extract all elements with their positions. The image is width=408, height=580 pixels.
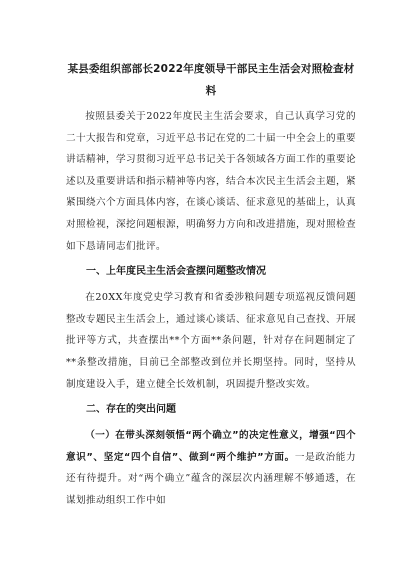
document-title: 某县委组织部部长2022年度领导干部民主生活会对照检查材料 [67,63,355,97]
section2-heading: 二、存在的突出问题 [86,404,176,416]
subsection1-paragraph [66,425,356,511]
subsection1-body: 一是政治能力还有待提升。对“两个确立”蕴含的深层次内涵理解不够通透，在谋划推动组织工作中如 [66,451,356,506]
intro-paragraph: 按照县委关于2022年度民主生活会要求，自己认真学习党的二十大报告和党章，习近平总书记在党的二十届一中全会上的重要讲话精神，学习贯彻习近平总书记关于各领域各方面工作的重要论述以及重要讲话和指示精神等内容，结合本次民主生活会主题，紧紧围绕六个方面具体内容，在谈心谈话、征求意见的基础上，认真对照检视，深挖问题根源，明确努力方向和改进措施，现对照检查如下恳请同志们批评。 [66,111,356,252]
subsection1-lead: （一）在带头深刻领悟“两个确立”的决定性意义，增强“四个意识”、坚定“四个自信”、做到“两个维护”方面。 [66,430,356,463]
section1-heading: 一、上年度民主生活会查摆问题整改情况 [86,266,266,278]
section1-paragraph: 在20XX年度党史学习教育和省委涉粮问题专项巡视反馈问题整改专题民主生活会上，通过谈心谈话、征求意见自己查找、开展批评等方式，共查摆出**个方面**条问题，针对存在问题制定了**条整改措施，目前已全部整改到位并长期坚持。同时，坚持从制度建设入手，建立健全长效机制，巩固提升整改实效。 [66,292,356,390]
